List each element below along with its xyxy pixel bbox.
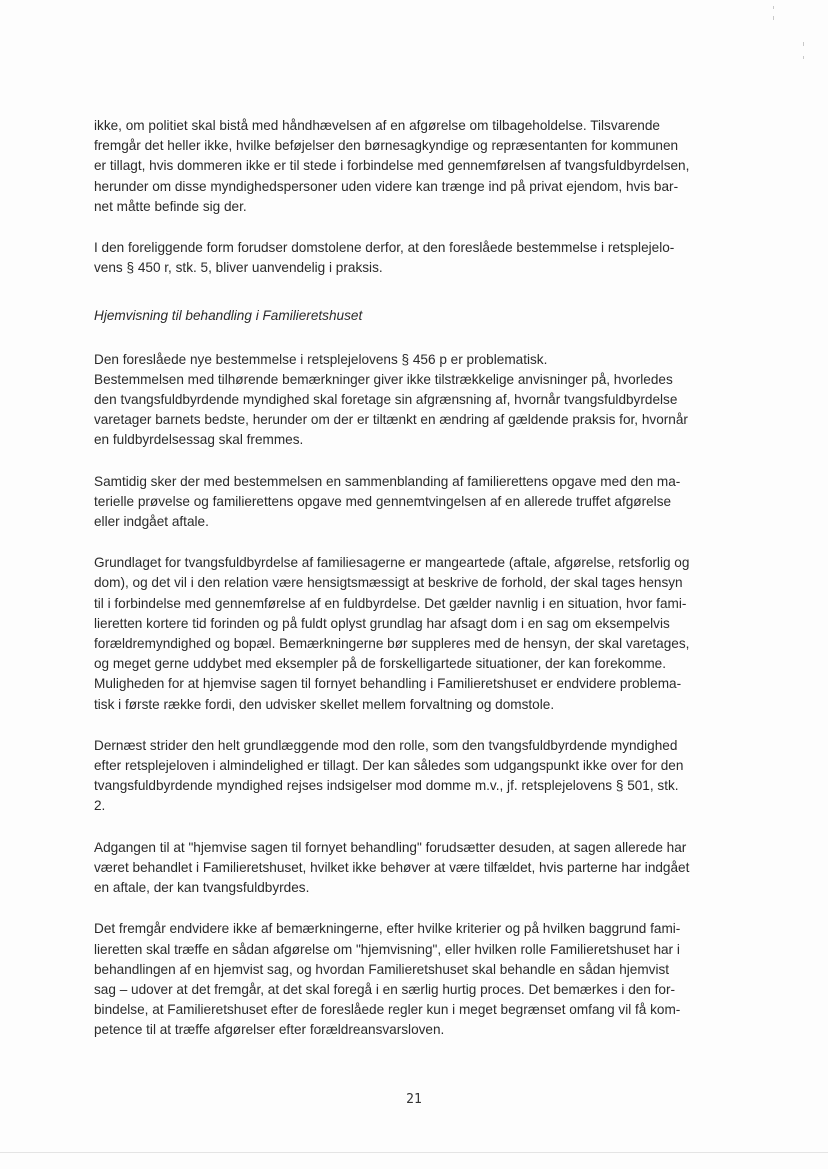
- text-line: er tillagt, hvis dommeren ikke er til stede i forbindelse med gennemførelsen af tvangsfuldbyrdelsen,: [94, 158, 690, 174]
- document-body: [94, 116, 744, 1062]
- text-line: vens § 450 r, stk. 5, bliver uanvendelig i praksis.: [94, 260, 383, 276]
- text-line: net måtte befinde sig der.: [94, 198, 247, 214]
- text-line: Adgangen til at "hjemvise sagen til fornyet behandling" forudsætter desuden, at sagen allerede har: [94, 839, 687, 855]
- text-line: Dernæst strider den helt grundlæggende mod den rolle, som den tvangsfuldbyrdende myndighed: [94, 737, 678, 753]
- text-line: dom), og det vil i den relation være hensigtsmæssigt at beskrive de forhold, der skal tages hensyn: [94, 575, 683, 591]
- text-line: en fuldbyrdelsessag skal fremmes.: [94, 432, 304, 448]
- text-line: petence til at træffe afgørelser efter forældreansvarsloven.: [94, 1022, 445, 1038]
- scan-mark: [803, 56, 804, 59]
- paragraph: [94, 116, 744, 217]
- section-heading: Hjemvisning til behandling i Familieretshuset: [94, 308, 363, 324]
- paragraph: [94, 736, 744, 817]
- text-line: lieretten kortere tid forinden og på fuldt oplyst grundlag har afsagt dom i en sag om eksempelvis: [94, 615, 670, 631]
- paragraph: [94, 472, 744, 533]
- page-number: 21: [406, 1092, 422, 1107]
- text-line: Muligheden for at hjemvise sagen til fornyet behandling i Familieretshuset er endvidere problema-: [94, 676, 682, 692]
- scan-mark: [773, 16, 774, 20]
- text-line: 2.: [94, 798, 106, 814]
- paragraph: [94, 838, 744, 899]
- text-line: Det fremgår endvidere ikke af bemærkningerne, efter hvilke kriterier og på hvilken baggrund fami-: [94, 921, 681, 937]
- text-line: forældremyndighed og bopæl. Bemærkningerne bør suppleres med de hensyn, der skal varetages,: [94, 636, 690, 652]
- text-line: efter retsplejeloven i almindelighed er tillagt. Der kan således som udgangspunkt ikke over for den: [94, 758, 684, 774]
- text-line: den tvangsfuldbyrdende myndighed skal foretage sin afgrænsning af, hvornår tvangsfuldbyrdelse: [94, 392, 678, 408]
- paragraph-group-section: [94, 350, 744, 1041]
- text-line: herunder om disse myndighedspersoner uden videre kan trænge ind på privat ejendom, hvis bar-: [94, 178, 679, 194]
- scan-mark: [773, 6, 774, 9]
- paragraph: [94, 238, 744, 278]
- text-line: til i forbindelse med gennemførelse af en fuldbyrdelse. Det gælder navnlig i en situation, hvor fami-: [94, 595, 687, 611]
- text-line: eller indgået aftale.: [94, 514, 209, 530]
- text-line: terielle prøvelse og familierettens opgave med gennemtvingelsen af en allerede truffet afgørelse: [94, 493, 672, 509]
- text-line: Den foreslåede nye bestemmelse i retsplejelovens § 456 p er problematisk.: [94, 351, 548, 367]
- paragraph: [94, 553, 744, 715]
- text-line: været behandlet i Familieretshuset, hvilket ikke behøver at være tilfældet, hvis parterne har indgået: [94, 859, 690, 875]
- text-line: sag – udover at det fremgår, at det skal foregå i en særlig hurtig proces. Det bemærkes i den for-: [94, 981, 676, 997]
- text-line: fremgår det heller ikke, hvilke beføjelser den børnesagkyndige og repræsentanten for kommunen: [94, 138, 679, 154]
- page-bottom-edge: [0, 1152, 828, 1153]
- text-line: ikke, om politiet skal bistå med håndhævelsen af en afgørelse om tilbageholdelse. Tilsvarende: [94, 118, 660, 133]
- text-line: Bestemmelsen med tilhørende bemærkninger giver ikke tilstrækkelige anvisninger på, hvorledes: [94, 371, 673, 387]
- text-line: bindelse, at Familieretshuset efter de foreslåede regler kun i meget begrænset omfang vil få kom-: [94, 1002, 681, 1018]
- text-line: tisk i første række fordi, den udvisker skellet mellem forvaltning og domstole.: [94, 696, 555, 712]
- text-line: Grundlaget for tvangsfuldbyrdelse af familiesagerne er mangeartede (aftale, afgørelse, retsforlig og: [94, 555, 690, 571]
- text-line: varetager barnets bedste, herunder om der er tiltænkt en ændring af gældende praksis for, hvornår: [94, 412, 688, 428]
- text-line: I den foreliggende form forudser domstolene derfor, at den foreslåede bestemmelse i retsplejelo-: [94, 240, 675, 256]
- text-line: behandlingen af en hjemvist sag, og hvordan Familieretshuset skal behandle en sådan hjemvist: [94, 961, 670, 977]
- text-line: en aftale, der kan tvangsfuldbyrdes.: [94, 880, 310, 896]
- paragraph: [94, 919, 744, 1040]
- paragraph: [94, 350, 744, 451]
- scan-mark: [803, 42, 804, 46]
- text-line: Samtidig sker der med bestemmelsen en sammenblanding af familierettens opgave med den ma-: [94, 473, 681, 489]
- text-line: lieretten skal træffe en sådan afgørelse om "hjemvisning", eller hvilken rolle Familieretshuset har i: [94, 941, 680, 957]
- text-line: tvangsfuldbyrdende myndighed rejses indsigelser mod domme m.v., jf. retsplejelovens § 501, stk.: [94, 778, 679, 794]
- text-line: og meget gerne uddybet med eksempler på de forskelligartede situationer, der kan forekomme.: [94, 656, 667, 672]
- paragraph-group-intro: [94, 116, 744, 278]
